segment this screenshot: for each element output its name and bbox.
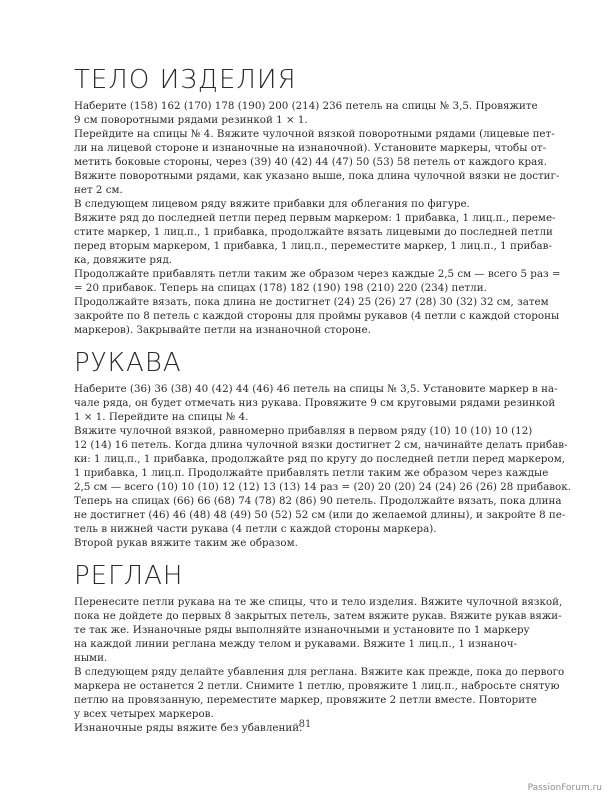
text-line: В следующем лицевом ряду вяжите прибавки для облегания по фигуре. — [74, 198, 470, 210]
text-line: Перейдите на спицы № 4. Вяжите чулочной вязкой поворотными рядами (лицевые пет- — [74, 128, 555, 140]
text-line: = 20 прибавок. Теперь на спицах (178) 182 (190) 198 (210) 220 (234) петли. — [74, 282, 487, 294]
text-line: Перенесите петли рукава на те же спицы, что и тело изделия. Вяжите чулочной вязкой, — [74, 596, 563, 608]
text-line: не достигнет (46) 46 (48) 48 (49) 50 (52) 52 см (или до желаемой длины), и закройте 8 пе- — [74, 509, 566, 521]
text-line: закройте по 8 петель с каждой стороны для проймы рукавов (4 петли с каждой стороны — [74, 310, 560, 322]
text-line: метить боковые стороны, через (39) 40 (42) 44 (47) 50 (53) 58 петель от каждого края. — [74, 156, 548, 168]
text-line: 2,5 см — всего (10) 10 (10) 12 (12) 13 (13) 14 раз = (20) 20 (20) 24 (24) 26 (26) 28 прибавок. — [74, 481, 571, 493]
text-line: нет 2 см. — [74, 184, 123, 196]
watermark: PassionForum.ru — [527, 783, 602, 793]
text-line: на каждой линии реглана между телом и рукавами. Вяжите 1 лиц.п., 1 изнаноч- — [74, 638, 517, 650]
text-line: 9 см поворотными рядами резинкой 1 × 1. — [74, 114, 308, 126]
text-line: чале ряда, он будет отмечать низ рукава. Провяжите 9 см круговыми рядами резинкой — [74, 397, 556, 409]
text-line: Вяжите ряд до последней петли перед первым маркером: 1 прибавка, 1 лиц.п., переме- — [74, 212, 556, 224]
text-line: стите маркер, 1 лиц.п., 1 прибавка, продолжайте вязать лицевыми до последней петли — [74, 226, 553, 238]
text-line: Вяжите чулочной вязкой, равномерно прибавляя в первом ряду (10) 10 (10) 10 (12) — [74, 425, 533, 437]
text-line: маркера не останется 2 петли. Снимите 1 петлю, провяжите 1 лиц.п., набросьте снятую — [74, 680, 560, 692]
text-line: петлю на провязанную, переместите маркер, провяжите 2 петли вместе. Повторите — [74, 694, 537, 706]
section-text-raglan — [74, 595, 565, 735]
text-line: Изнаночные ряды вяжите без убавлений. — [74, 722, 303, 734]
text-line: ли на лицевой стороне и изнаночные на изнаночной). Установите маркеры, чтобы от- — [74, 142, 547, 154]
section-title-sleeves: РУКАВА — [74, 348, 182, 378]
text-line: Наберите (158) 162 (170) 178 (190) 200 (214) 236 петель на спицы № 3,5. Провяжите — [74, 100, 538, 112]
text-line: Продолжайте прибавлять петли таким же образом через каждые 2,5 см — всего 5 раз = — [74, 268, 561, 280]
page-number: 81 — [298, 719, 312, 730]
text-line: маркеров). Закрывайте петли на изнаночной стороне. — [74, 324, 371, 336]
text-line: ными. — [74, 652, 108, 664]
page-content — [74, 64, 571, 735]
text-line: перед вторым маркером, 1 прибавка, 1 лиц.п., переместите маркер, 1 лиц.п., 1 прибав- — [74, 240, 552, 252]
text-line: Теперь на спицах (66) 66 (68) 74 (78) 82 (86) 90 петель. Продолжайте вязать, пока длина — [74, 495, 562, 507]
text-line: 12 (14) 16 петель. Когда длина чулочной вязки достигнет 2 см, начинайте делать прибав- — [74, 439, 568, 451]
section-text-sleeves — [74, 382, 571, 550]
text-line: В следующем ряду делайте убавления для реглана. Вяжите как прежде, пока до первого — [74, 666, 565, 678]
text-line: пока не дойдете до первых 8 закрытых петель, затем вяжите рукав. Вяжите рукав вяжи- — [74, 610, 562, 622]
text-line: Вяжите поворотными рядами, как указано выше, пока длина чулочной вязки не достиг- — [74, 170, 560, 182]
section-title-body: ТЕЛО ИЗДЕЛИЯ — [74, 65, 297, 95]
section-title-raglan: РЕГЛАН — [74, 561, 184, 591]
text-line: те так же. Изнаночные ряды выполняйте изнаночными и установите по 1 маркеру — [74, 624, 530, 636]
text-line: 1 × 1. Перейдите на спицы № 4. — [74, 411, 249, 423]
section-text-body — [74, 99, 561, 337]
text-line: Продолжайте вязать, пока длина не достигнет (24) 25 (26) 27 (28) 30 (32) 32 см, затем — [74, 296, 549, 308]
text-line: Наберите (36) 36 (38) 40 (42) 44 (46) 46 петель на спицы № 3,5. Установите маркер в на- — [74, 383, 558, 395]
text-line: у всех четырех маркеров. — [74, 708, 214, 720]
text-line: 1 прибавка, 1 лиц.п. Продолжайте прибавлять петли таким же образом через каждые — [74, 467, 549, 479]
text-line: Второй рукав вяжите таким же образом. — [74, 537, 298, 549]
text-line: ки: 1 лиц.п., 1 прибавка, продолжайте ряд по кругу до последней петли перед маркером, — [74, 453, 565, 465]
text-line: ка, довяжите ряд. — [74, 254, 173, 266]
text-line: тель в нижней части рукава (4 петли с каждой стороны маркера). — [74, 523, 437, 535]
